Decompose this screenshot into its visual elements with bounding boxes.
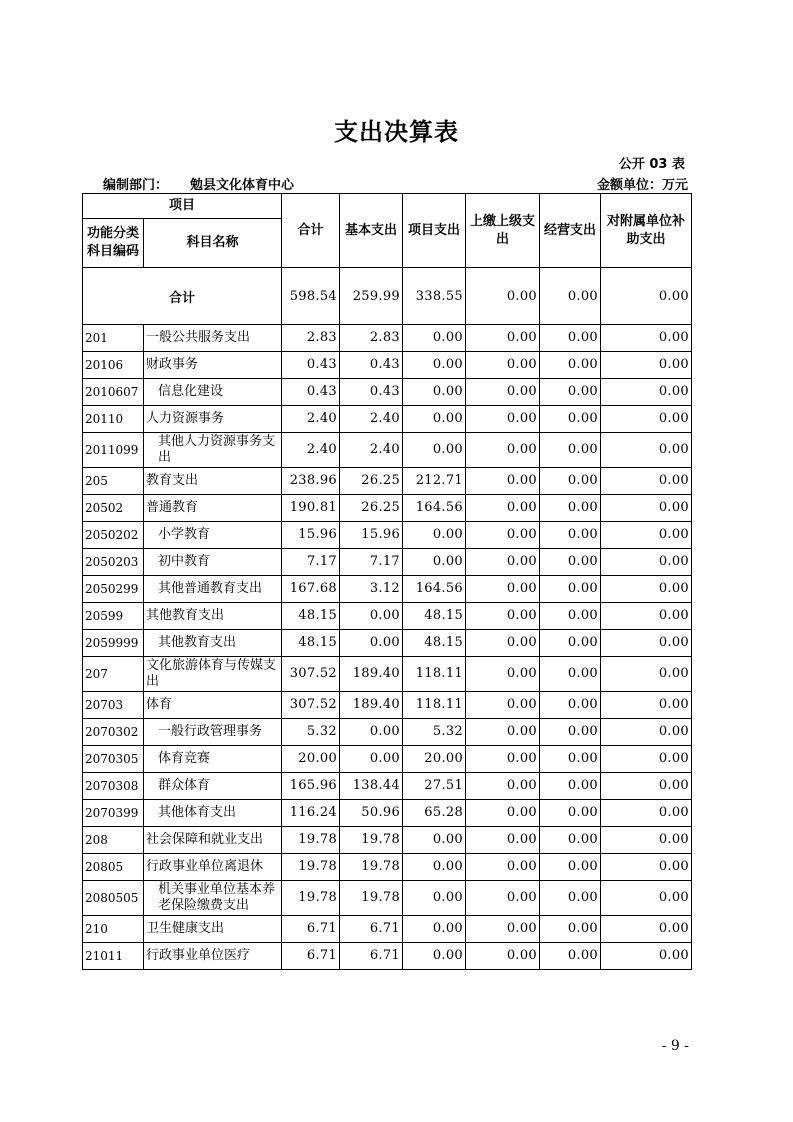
table-row bbox=[83, 379, 692, 406]
row-name: 财政事务 bbox=[144, 352, 282, 379]
row-code: 2080505 bbox=[83, 881, 144, 916]
row-value: 0.00 bbox=[466, 549, 540, 576]
row-value: 0.00 bbox=[601, 943, 692, 970]
row-value: 0.00 bbox=[601, 657, 692, 692]
row-value: 0.00 bbox=[540, 522, 601, 549]
row-value: 19.78 bbox=[340, 827, 403, 854]
row-value: 0.00 bbox=[466, 854, 540, 881]
row-name: 其他普通教育支出 bbox=[144, 576, 282, 603]
row-value: 0.00 bbox=[403, 352, 466, 379]
row-value: 0.00 bbox=[466, 576, 540, 603]
row-value: 0.00 bbox=[540, 692, 601, 719]
total-value: 338.55 bbox=[403, 268, 466, 325]
header-basic: 基本支出 bbox=[340, 194, 403, 268]
row-code: 21011 bbox=[83, 943, 144, 970]
row-code: 2050202 bbox=[83, 522, 144, 549]
row-value: 0.00 bbox=[466, 827, 540, 854]
row-value: 0.00 bbox=[540, 433, 601, 468]
table-row bbox=[83, 827, 692, 854]
row-code: 2059999 bbox=[83, 630, 144, 657]
row-name: 文化旅游体育与传媒支出 bbox=[144, 657, 282, 692]
amount-unit: 金额单位：万元 bbox=[596, 178, 688, 193]
form-number: 公开 03 表 bbox=[618, 157, 685, 172]
row-value: 118.11 bbox=[403, 657, 466, 692]
row-value: 6.71 bbox=[340, 943, 403, 970]
row-code: 2050203 bbox=[83, 549, 144, 576]
row-value: 19.78 bbox=[282, 854, 340, 881]
row-value: 0.00 bbox=[466, 630, 540, 657]
row-value: 0.00 bbox=[466, 379, 540, 406]
row-code: 207 bbox=[83, 657, 144, 692]
row-value: 2.40 bbox=[282, 433, 340, 468]
row-name: 机关事业单位基本养老保险缴费支出 bbox=[144, 881, 282, 916]
row-value: 19.78 bbox=[282, 827, 340, 854]
row-value: 0.00 bbox=[601, 379, 692, 406]
row-value: 0.00 bbox=[540, 379, 601, 406]
row-value: 0.00 bbox=[466, 943, 540, 970]
table-row bbox=[83, 800, 692, 827]
total-value: 0.00 bbox=[601, 268, 692, 325]
row-code: 210 bbox=[83, 916, 144, 943]
table-row bbox=[83, 657, 692, 692]
row-value: 20.00 bbox=[282, 746, 340, 773]
row-value: 0.00 bbox=[466, 746, 540, 773]
table-row bbox=[83, 468, 692, 495]
total-value: 259.99 bbox=[340, 268, 403, 325]
total-value: 0.00 bbox=[466, 268, 540, 325]
row-value: 2.40 bbox=[340, 433, 403, 468]
row-value: 0.00 bbox=[601, 352, 692, 379]
row-value: 0.00 bbox=[540, 943, 601, 970]
row-value: 50.96 bbox=[340, 800, 403, 827]
row-name: 初中教育 bbox=[144, 549, 282, 576]
department-info bbox=[103, 174, 294, 193]
row-value: 0.00 bbox=[601, 827, 692, 854]
row-code: 205 bbox=[83, 468, 144, 495]
total-value: 0.00 bbox=[540, 268, 601, 325]
row-value: 0.43 bbox=[340, 352, 403, 379]
row-value: 0.00 bbox=[540, 916, 601, 943]
row-value: 7.17 bbox=[340, 549, 403, 576]
row-value: 0.00 bbox=[601, 406, 692, 433]
row-name: 卫生健康支出 bbox=[144, 916, 282, 943]
row-value: 0.00 bbox=[403, 549, 466, 576]
row-value: 0.00 bbox=[601, 522, 692, 549]
row-value: 0.00 bbox=[403, 854, 466, 881]
row-value: 0.00 bbox=[601, 746, 692, 773]
row-value: 0.00 bbox=[540, 854, 601, 881]
row-value: 48.15 bbox=[403, 630, 466, 657]
row-value: 190.81 bbox=[282, 495, 340, 522]
row-code: 20805 bbox=[83, 854, 144, 881]
row-code: 20110 bbox=[83, 406, 144, 433]
table-row bbox=[83, 325, 692, 352]
row-value: 164.56 bbox=[403, 576, 466, 603]
row-value: 15.96 bbox=[282, 522, 340, 549]
row-value: 0.00 bbox=[466, 800, 540, 827]
row-value: 0.00 bbox=[403, 522, 466, 549]
row-value: 19.78 bbox=[282, 881, 340, 916]
row-value: 27.51 bbox=[403, 773, 466, 800]
row-value: 26.25 bbox=[340, 495, 403, 522]
row-value: 0.00 bbox=[601, 881, 692, 916]
row-name: 人力资源事务 bbox=[144, 406, 282, 433]
row-value: 0.00 bbox=[540, 827, 601, 854]
row-value: 6.71 bbox=[282, 943, 340, 970]
table-row bbox=[83, 692, 692, 719]
row-value: 0.00 bbox=[601, 800, 692, 827]
row-name: 一般公共服务支出 bbox=[144, 325, 282, 352]
row-value: 212.71 bbox=[403, 468, 466, 495]
row-value: 0.00 bbox=[540, 325, 601, 352]
table-row bbox=[83, 549, 692, 576]
row-value: 0.00 bbox=[340, 746, 403, 773]
row-code: 208 bbox=[83, 827, 144, 854]
row-name: 信息化建设 bbox=[144, 379, 282, 406]
row-value: 3.12 bbox=[340, 576, 403, 603]
expenditure-table bbox=[82, 193, 692, 970]
row-value: 2.83 bbox=[282, 325, 340, 352]
table-row bbox=[83, 433, 692, 468]
row-value: 0.00 bbox=[540, 773, 601, 800]
row-value: 0.00 bbox=[466, 352, 540, 379]
row-value: 2.40 bbox=[282, 406, 340, 433]
row-value: 0.00 bbox=[403, 916, 466, 943]
row-name: 其他人力资源事务支出 bbox=[144, 433, 282, 468]
row-value: 15.96 bbox=[340, 522, 403, 549]
row-value: 0.00 bbox=[601, 495, 692, 522]
row-value: 0.00 bbox=[540, 746, 601, 773]
row-value: 0.00 bbox=[601, 549, 692, 576]
row-value: 0.00 bbox=[403, 406, 466, 433]
meta-row bbox=[103, 174, 688, 192]
row-value: 238.96 bbox=[282, 468, 340, 495]
row-value: 307.52 bbox=[282, 692, 340, 719]
table-row bbox=[83, 576, 692, 603]
row-value: 0.00 bbox=[540, 657, 601, 692]
row-value: 0.00 bbox=[466, 433, 540, 468]
row-code: 201 bbox=[83, 325, 144, 352]
row-value: 0.00 bbox=[540, 468, 601, 495]
row-value: 0.00 bbox=[540, 630, 601, 657]
row-value: 0.00 bbox=[540, 495, 601, 522]
row-name: 小学教育 bbox=[144, 522, 282, 549]
row-value: 164.56 bbox=[403, 495, 466, 522]
row-value: 0.00 bbox=[540, 603, 601, 630]
row-name: 其他教育支出 bbox=[144, 603, 282, 630]
table-row bbox=[83, 719, 692, 746]
row-value: 0.00 bbox=[601, 630, 692, 657]
row-name: 社会保障和就业支出 bbox=[144, 827, 282, 854]
row-value: 0.00 bbox=[466, 773, 540, 800]
row-value: 2.83 bbox=[340, 325, 403, 352]
row-value: 0.00 bbox=[601, 692, 692, 719]
row-value: 118.11 bbox=[403, 692, 466, 719]
row-value: 167.68 bbox=[282, 576, 340, 603]
table-row bbox=[83, 916, 692, 943]
row-value: 0.00 bbox=[540, 800, 601, 827]
table-row bbox=[83, 854, 692, 881]
row-code: 2070302 bbox=[83, 719, 144, 746]
row-value: 165.96 bbox=[282, 773, 340, 800]
row-code: 20502 bbox=[83, 495, 144, 522]
row-code: 2070305 bbox=[83, 746, 144, 773]
row-value: 0.00 bbox=[403, 325, 466, 352]
row-value: 0.00 bbox=[540, 406, 601, 433]
row-name: 其他教育支出 bbox=[144, 630, 282, 657]
row-value: 0.00 bbox=[601, 576, 692, 603]
row-value: 0.00 bbox=[403, 943, 466, 970]
row-value: 116.24 bbox=[282, 800, 340, 827]
row-value: 0.43 bbox=[282, 379, 340, 406]
header-code: 功能分类科目编码 bbox=[83, 219, 144, 268]
row-value: 0.00 bbox=[601, 433, 692, 468]
page-number: - 9 - bbox=[661, 1038, 689, 1054]
row-value: 19.78 bbox=[340, 881, 403, 916]
row-value: 0.00 bbox=[403, 881, 466, 916]
row-value: 0.00 bbox=[466, 657, 540, 692]
row-value: 0.00 bbox=[540, 352, 601, 379]
row-value: 0.00 bbox=[466, 495, 540, 522]
row-code: 2010607 bbox=[83, 379, 144, 406]
row-code: 2011099 bbox=[83, 433, 144, 468]
row-value: 19.78 bbox=[340, 854, 403, 881]
row-code: 20106 bbox=[83, 352, 144, 379]
row-value: 307.52 bbox=[282, 657, 340, 692]
row-value: 0.00 bbox=[466, 522, 540, 549]
header-operating: 经营支出 bbox=[540, 194, 601, 268]
row-value: 48.15 bbox=[282, 630, 340, 657]
row-value: 0.00 bbox=[403, 827, 466, 854]
header-name: 科目名称 bbox=[144, 219, 282, 268]
row-value: 0.43 bbox=[340, 379, 403, 406]
row-value: 0.00 bbox=[466, 603, 540, 630]
row-value: 65.28 bbox=[403, 800, 466, 827]
row-name: 一般行政管理事务 bbox=[144, 719, 282, 746]
row-value: 0.00 bbox=[466, 325, 540, 352]
row-value: 0.00 bbox=[466, 692, 540, 719]
row-name: 体育竞赛 bbox=[144, 746, 282, 773]
row-value: 138.44 bbox=[340, 773, 403, 800]
row-value: 0.00 bbox=[403, 379, 466, 406]
row-value: 2.40 bbox=[340, 406, 403, 433]
row-value: 0.00 bbox=[466, 719, 540, 746]
header-project-expenditure: 项目支出 bbox=[403, 194, 466, 268]
table-row bbox=[83, 746, 692, 773]
row-value: 0.00 bbox=[540, 719, 601, 746]
page-title: 支出决算表 bbox=[334, 118, 459, 146]
table-row bbox=[83, 603, 692, 630]
row-value: 0.00 bbox=[466, 468, 540, 495]
row-code: 2050299 bbox=[83, 576, 144, 603]
row-value: 6.71 bbox=[282, 916, 340, 943]
table-row bbox=[83, 943, 692, 970]
table-row bbox=[83, 881, 692, 916]
total-label: 合计 bbox=[83, 268, 282, 325]
row-name: 行政事业单位医疗 bbox=[144, 943, 282, 970]
row-name: 群众体育 bbox=[144, 773, 282, 800]
row-value: 0.00 bbox=[601, 325, 692, 352]
row-value: 0.00 bbox=[540, 881, 601, 916]
row-code: 20599 bbox=[83, 603, 144, 630]
row-value: 5.32 bbox=[403, 719, 466, 746]
row-value: 0.00 bbox=[540, 549, 601, 576]
row-value: 0.00 bbox=[340, 603, 403, 630]
row-code: 20703 bbox=[83, 692, 144, 719]
header-project: 项目 bbox=[83, 194, 282, 219]
row-code: 2070308 bbox=[83, 773, 144, 800]
row-value: 0.00 bbox=[340, 630, 403, 657]
table-row bbox=[83, 773, 692, 800]
row-value: 0.00 bbox=[466, 406, 540, 433]
table-row bbox=[83, 406, 692, 433]
row-value: 0.00 bbox=[601, 854, 692, 881]
department-name: 勉县文化体育中心 bbox=[190, 178, 295, 193]
total-value: 598.54 bbox=[282, 268, 340, 325]
department-label: 编制部门： bbox=[103, 178, 169, 193]
row-name: 体育 bbox=[144, 692, 282, 719]
row-value: 0.00 bbox=[403, 433, 466, 468]
row-value: 0.00 bbox=[466, 916, 540, 943]
table-row bbox=[83, 352, 692, 379]
row-name: 其他体育支出 bbox=[144, 800, 282, 827]
row-name: 行政事业单位离退休 bbox=[144, 854, 282, 881]
row-value: 189.40 bbox=[340, 657, 403, 692]
row-value: 0.43 bbox=[282, 352, 340, 379]
row-name: 普通教育 bbox=[144, 495, 282, 522]
row-value: 48.15 bbox=[403, 603, 466, 630]
row-value: 0.00 bbox=[601, 719, 692, 746]
table-body bbox=[83, 268, 692, 970]
table-row bbox=[83, 630, 692, 657]
header-remit-upper: 上缴上级支出 bbox=[466, 194, 540, 268]
row-value: 0.00 bbox=[340, 719, 403, 746]
row-value: 6.71 bbox=[340, 916, 403, 943]
row-value: 5.32 bbox=[282, 719, 340, 746]
total-row bbox=[83, 268, 692, 325]
row-value: 26.25 bbox=[340, 468, 403, 495]
row-value: 7.17 bbox=[282, 549, 340, 576]
table-row bbox=[83, 495, 692, 522]
row-value: 0.00 bbox=[601, 773, 692, 800]
header-subsidy: 对附属单位补助支出 bbox=[601, 194, 692, 268]
row-value: 48.15 bbox=[282, 603, 340, 630]
header-total: 合计 bbox=[282, 194, 340, 268]
row-value: 189.40 bbox=[340, 692, 403, 719]
row-name: 教育支出 bbox=[144, 468, 282, 495]
row-value: 0.00 bbox=[601, 468, 692, 495]
row-code: 2070399 bbox=[83, 800, 144, 827]
row-value: 0.00 bbox=[540, 576, 601, 603]
row-value: 0.00 bbox=[601, 916, 692, 943]
row-value: 0.00 bbox=[601, 603, 692, 630]
row-value: 0.00 bbox=[466, 881, 540, 916]
table-row bbox=[83, 522, 692, 549]
row-value: 20.00 bbox=[403, 746, 466, 773]
